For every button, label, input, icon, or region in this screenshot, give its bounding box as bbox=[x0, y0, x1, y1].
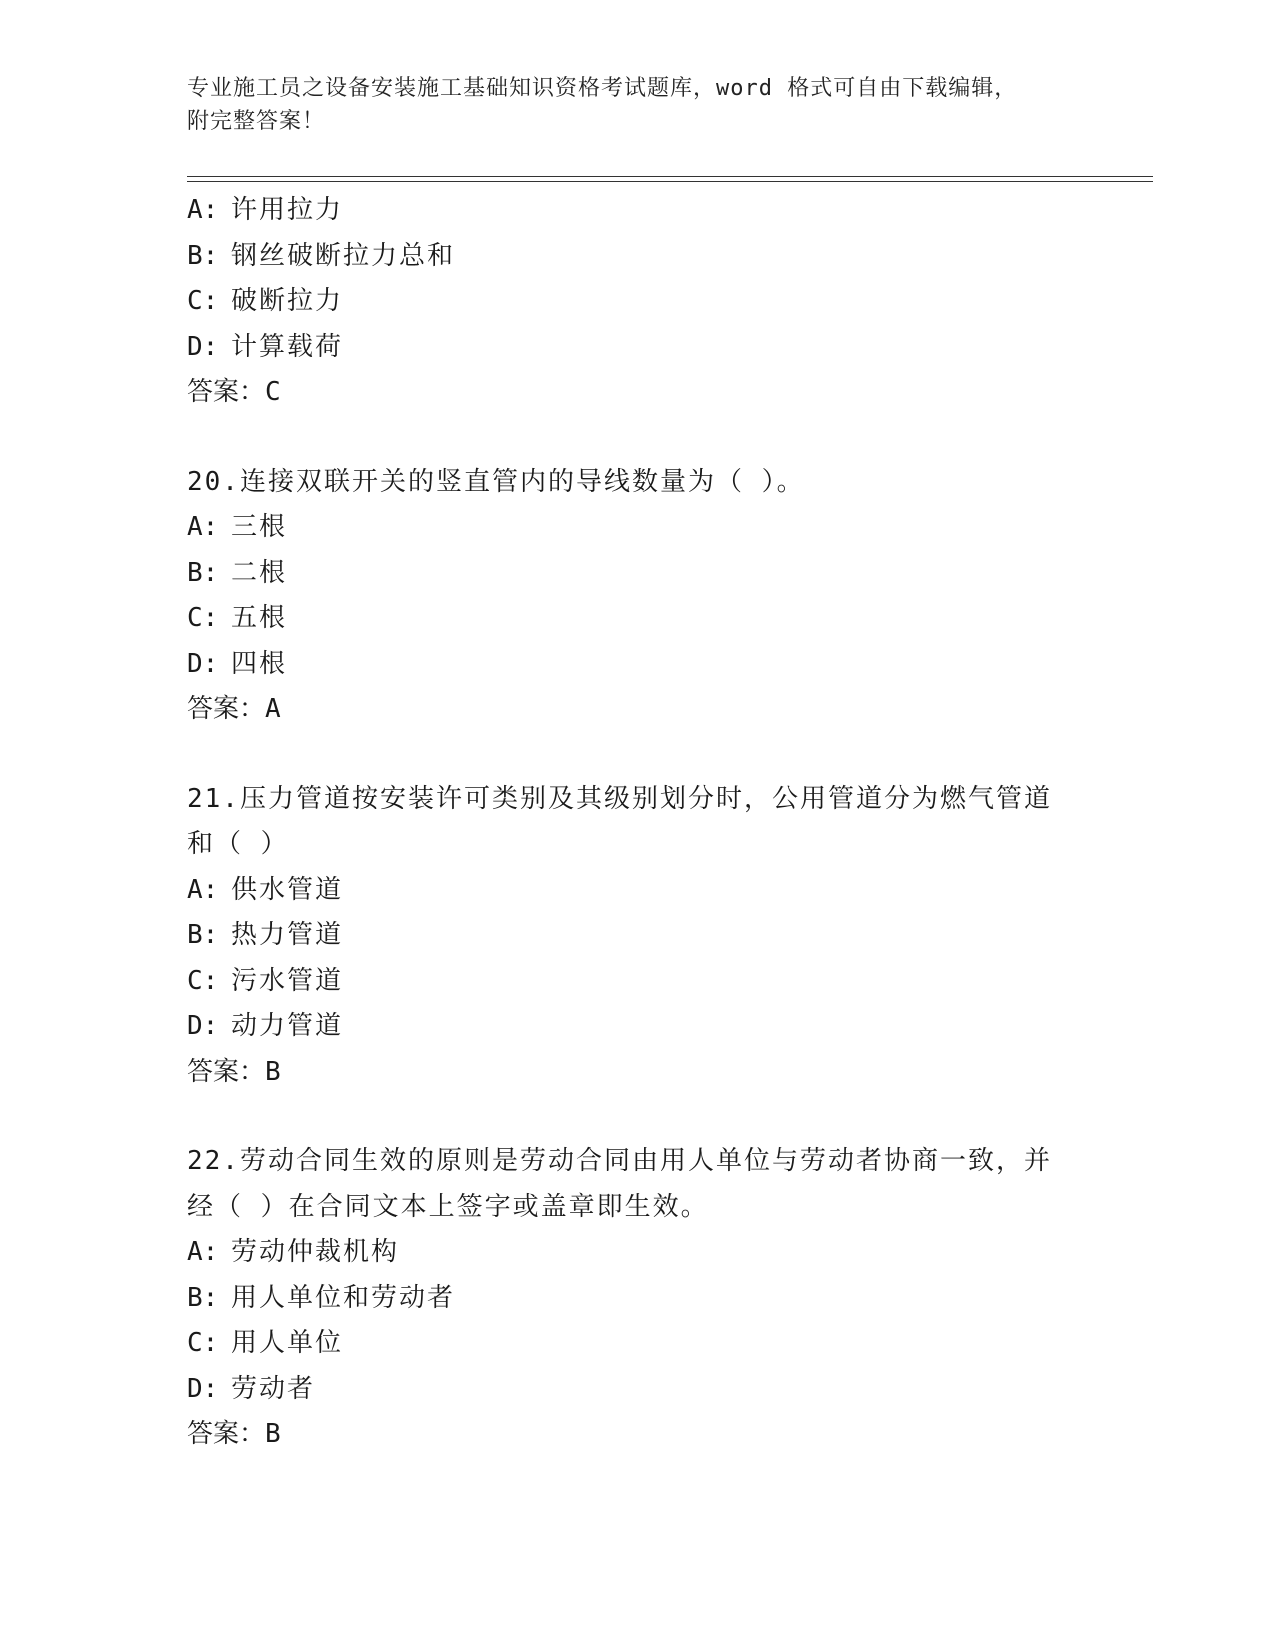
option-key: D: bbox=[187, 648, 219, 679]
answer-line bbox=[187, 370, 1087, 416]
question-block bbox=[187, 777, 1087, 1096]
option-text: 动力管道 bbox=[231, 1011, 344, 1041]
option-key: D: bbox=[187, 1011, 219, 1041]
question-block bbox=[187, 188, 1087, 416]
option-key: A: bbox=[187, 512, 219, 542]
option-text: 劳动者 bbox=[231, 1373, 316, 1404]
document-header bbox=[187, 72, 1087, 138]
option-text: 污水管道 bbox=[231, 965, 344, 996]
option-c bbox=[187, 279, 1087, 325]
option-key: A: bbox=[187, 195, 219, 225]
option-c bbox=[187, 1321, 1087, 1367]
option-d bbox=[187, 642, 1087, 688]
answer-value: C bbox=[265, 377, 281, 407]
option-text: 许用拉力 bbox=[231, 195, 344, 225]
header-line-1: 专业施工员之设备安装施工基础知识资格考试题库，word 格式可自由下载编辑， bbox=[187, 76, 1018, 101]
answer-value: A bbox=[265, 694, 281, 724]
option-a bbox=[187, 188, 1087, 234]
question-stem: 20.连接双联开关的竖直管内的导线数量为（ ）。 bbox=[187, 466, 805, 497]
question-stem: 22.劳动合同生效的原则是劳动合同由用人单位与劳动者协商一致，并经（ ）在合同文本上签字或盖章即生效。 bbox=[187, 1146, 1052, 1222]
question-block bbox=[187, 1139, 1087, 1458]
option-key: D: bbox=[187, 331, 219, 362]
option-text: 钢丝破断拉力总和 bbox=[231, 240, 456, 271]
option-key: B: bbox=[187, 1282, 219, 1313]
option-key: B: bbox=[187, 920, 219, 950]
option-key: D: bbox=[187, 1373, 219, 1404]
option-text: 供水管道 bbox=[231, 874, 344, 905]
header-line-2: 附完整答案！ bbox=[187, 109, 326, 134]
option-d bbox=[187, 325, 1087, 371]
option-key: B: bbox=[187, 557, 219, 588]
question-spacer bbox=[187, 416, 1087, 460]
answer-line bbox=[187, 1412, 1087, 1458]
option-text: 劳动仲裁机构 bbox=[231, 1237, 400, 1267]
option-text: 二根 bbox=[231, 557, 288, 588]
option-text: 四根 bbox=[231, 648, 288, 679]
option-key: C: bbox=[187, 286, 219, 316]
option-text: 计算载荷 bbox=[231, 331, 344, 362]
option-b bbox=[187, 913, 1087, 959]
option-b bbox=[187, 234, 1087, 280]
question-list bbox=[187, 188, 1087, 1458]
header-divider-top bbox=[187, 176, 1153, 177]
question-spacer bbox=[187, 733, 1087, 777]
option-key: A: bbox=[187, 1237, 219, 1267]
header-divider-bottom bbox=[187, 181, 1153, 182]
option-key: C: bbox=[187, 603, 219, 633]
answer-value: B bbox=[265, 1419, 281, 1449]
option-key: A: bbox=[187, 874, 219, 905]
option-key: C: bbox=[187, 1328, 219, 1358]
option-b bbox=[187, 1276, 1087, 1322]
question-stem: 21.压力管道按安装许可类别及其级别划分时，公用管道分为燃气管道和（ ） bbox=[187, 783, 1052, 859]
answer-label: 答案： bbox=[187, 694, 266, 724]
question-spacer bbox=[187, 1095, 1087, 1139]
option-a bbox=[187, 1230, 1087, 1276]
option-text: 五根 bbox=[231, 603, 288, 633]
option-key: C: bbox=[187, 965, 219, 996]
option-c bbox=[187, 596, 1087, 642]
answer-label: 答案： bbox=[187, 377, 266, 407]
option-c bbox=[187, 959, 1087, 1005]
option-text: 用人单位和劳动者 bbox=[231, 1282, 456, 1313]
answer-label: 答案： bbox=[187, 1056, 266, 1087]
option-a bbox=[187, 505, 1087, 551]
option-text: 破断拉力 bbox=[231, 286, 344, 316]
option-text: 热力管道 bbox=[231, 920, 344, 950]
option-text: 用人单位 bbox=[231, 1328, 344, 1358]
answer-value: B bbox=[265, 1056, 281, 1087]
option-text: 三根 bbox=[231, 512, 288, 542]
option-key: B: bbox=[187, 240, 219, 271]
answer-line bbox=[187, 687, 1087, 733]
answer-label: 答案： bbox=[187, 1419, 266, 1449]
answer-line bbox=[187, 1050, 1087, 1096]
option-b bbox=[187, 551, 1087, 597]
option-d bbox=[187, 1367, 1087, 1413]
question-block bbox=[187, 460, 1087, 733]
option-a bbox=[187, 868, 1087, 914]
option-d bbox=[187, 1004, 1087, 1050]
